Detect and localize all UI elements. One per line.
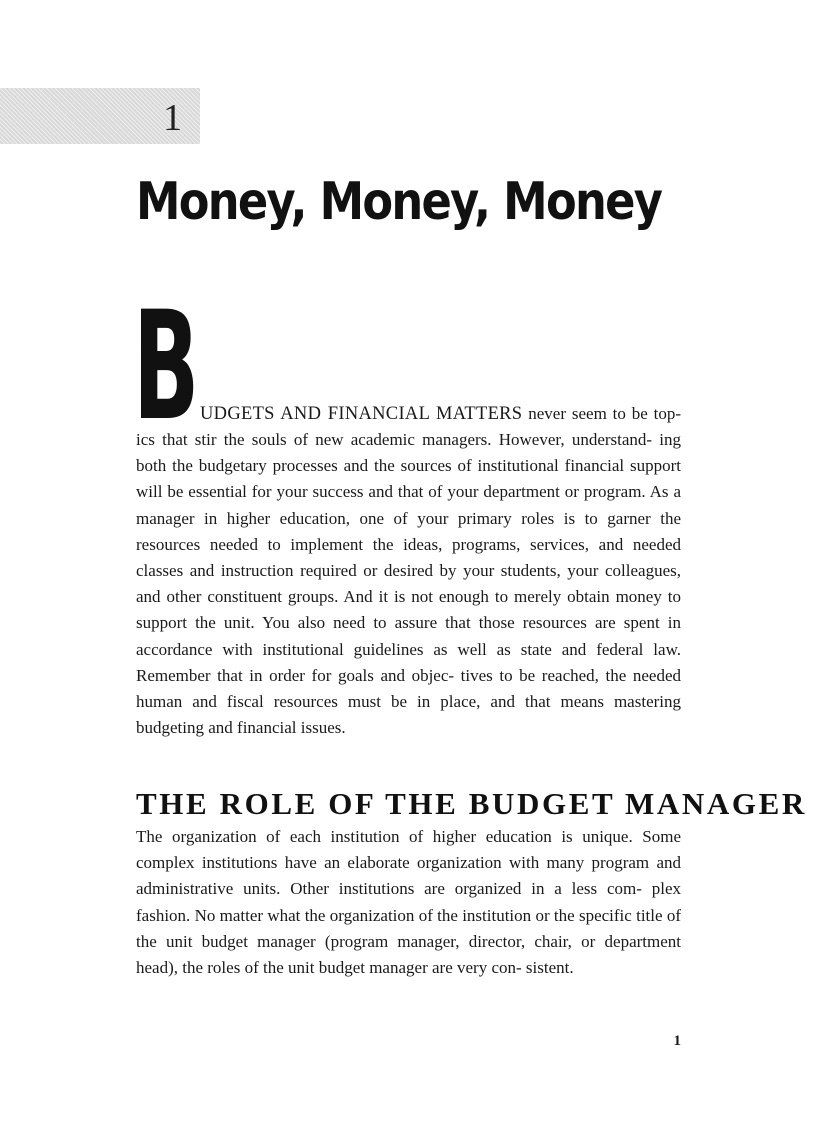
chapter-number: 1 (163, 97, 182, 139)
drop-cap: B (133, 280, 200, 454)
intro-paragraph: ics that stir the souls of new academic managers. However, understand- ing both the budgetary processes and the sources of institutional financial support will be essential for your success and that of your department or program. As a manager in higher education, one of your primary roles is to garner the resources needed to implement the ideas, programs, services, and needed classes and instruction required or desired by your students, your colleagues, and other constituent groups. And it is not enough to merely obtain money to support the unit. You also need to assure that those resources are spent in accordance with institutional guidelines as well as state and federal law. Remember that in order for goals and objec- tives to be reached, the needed human and fiscal resources must be in place, and that means mastering budgeting and financial issues. (136, 430, 681, 738)
page-number: 1 (673, 1033, 681, 1049)
intro-first-line (200, 401, 681, 427)
intro-first-line-rest: never seem to be top- (522, 404, 681, 423)
section-paragraph: The organization of each institution of higher education is unique. Some complex institutions have an elaborate organization with many program and administrative units. Other institutions are organized in a less com- plex fashion. No matter what the organization of the institution or the specific title of the unit budget manager (program manager, director, chair, or department head), the roles of the unit budget manager are very con- sistent. (136, 827, 681, 978)
section-heading: THE ROLE OF THE BUDGET MANAGER (136, 786, 807, 821)
intro-lead-in: UDGETS AND FINANCIAL MATTERS (200, 404, 523, 424)
chapter-title: Money, Money, Money (136, 172, 662, 232)
